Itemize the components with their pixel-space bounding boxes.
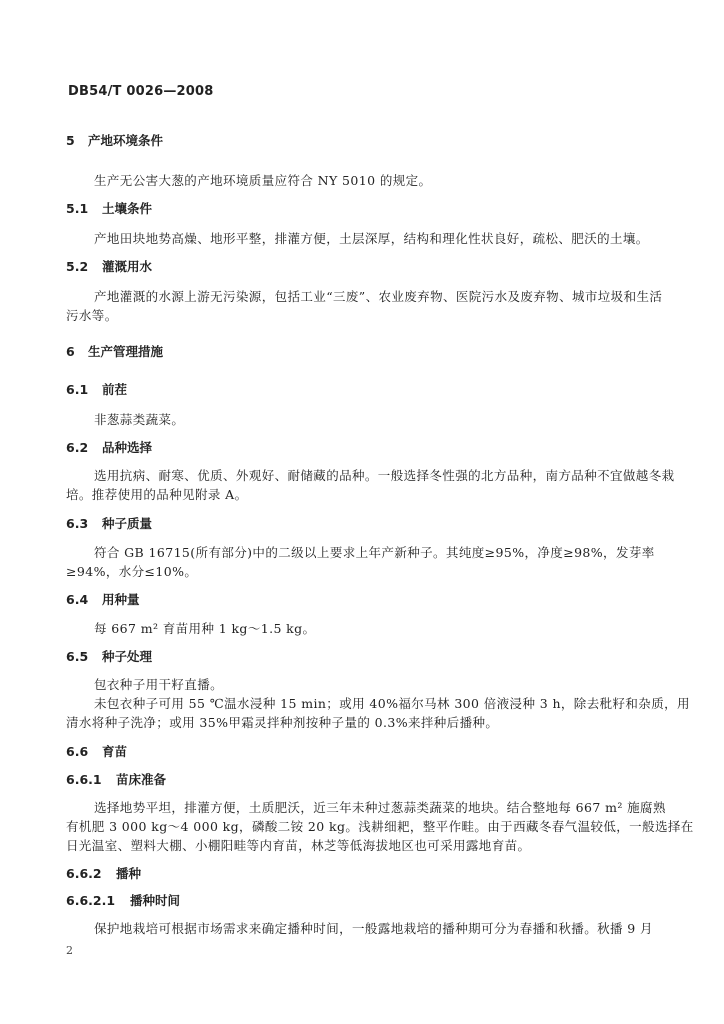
page-number: 2: [66, 944, 73, 957]
paragraph-line: 符合 GB 16715(所有部分)中的二级以上要求上年产新种子。其纯度≥95%，净度≥98%，发芽率: [94, 545, 655, 560]
section-title: 种子处理: [102, 649, 153, 664]
paragraph-line: 选用抗病、耐寒、优质、外观好、耐储藏的品种。一般选择冬性强的北方品种，南方品种不宜做越冬栽: [94, 468, 675, 483]
paragraph: 生产无公害大葱的产地环境质量应符合 NY 5010 的规定。: [94, 173, 432, 188]
heading-6-4: [66, 590, 140, 608]
paragraph-line: 包衣种子用干籽直播。: [94, 677, 224, 692]
heading-6-1: [66, 380, 127, 398]
section-title: 苗床准备: [116, 772, 167, 787]
paragraph: 每 667 m² 育苗用种 1 kg～1.5 kg。: [94, 621, 316, 636]
heading-6-6-2: [66, 864, 141, 882]
section-title: 土壤条件: [102, 201, 153, 216]
paragraph-line: 有机肥 3 000 kg～4 000 kg，磷酸二铵 20 kg。浅耕细耙，整平作畦。由于西藏冬春气温较低，一般选择在: [66, 819, 694, 834]
section-title: 品种选择: [102, 440, 153, 455]
paragraph: 产地田块地势高燥、地形平整，排灌方便，土层深厚，结构和理化性状良好，疏松、肥沃的土壤。: [94, 231, 649, 246]
paragraph-line: 培。推荐使用的品种见附录 A。: [66, 487, 248, 502]
heading-6-2: [66, 438, 152, 456]
heading-6-6: [66, 742, 127, 760]
heading-5-1: [66, 199, 152, 217]
paragraph-line: ≥94%，水分≤10%。: [66, 564, 198, 579]
section-number: 6.6: [66, 744, 89, 759]
section-title: 生产管理措施: [88, 344, 164, 359]
paragraph: 非葱蒜类蔬菜。: [94, 412, 185, 427]
section-title: 种子质量: [102, 516, 153, 531]
paragraph-line: 未包衣种子可用 55 ℃温水浸种 15 min；或用 40%福尔马林 300 倍液浸种 3 h，除去秕籽和杂质，用: [94, 696, 690, 711]
section-title: 播种时间: [130, 893, 181, 908]
paragraph-line: 污水等。: [66, 308, 118, 323]
paragraph-line: 选择地势平坦，排灌方便，土质肥沃，近三年未种过葱蒜类蔬菜的地块。结合整地每 667 m² 施腐熟: [94, 800, 666, 815]
section-number: 5: [66, 133, 75, 148]
section-number: 6.3: [66, 516, 89, 531]
heading-5-2: [66, 257, 152, 275]
section-number: 6.2: [66, 440, 89, 455]
section-title: 育苗: [102, 744, 128, 759]
heading-6-6-1: [66, 770, 166, 788]
section-title: 前茬: [102, 382, 128, 397]
section-title: 用种量: [102, 592, 140, 607]
section-number: 6.5: [66, 649, 89, 664]
section-number: 6.6.1: [66, 772, 102, 787]
section-number: 6.6.2: [66, 866, 102, 881]
paragraph-line: 产地灌溉的水源上游无污染源，包括工业“三废”、农业废弃物、医院污水及废弃物、城市垃圾和生活: [94, 289, 663, 304]
paragraph-line: 日光温室、塑料大棚、小棚阳畦等内育苗，林芝等低海拔地区也可采用露地育苗。: [66, 838, 531, 853]
section-title: 灌溉用水: [102, 259, 153, 274]
section-number: 5.2: [66, 259, 89, 274]
section-number: 6.6.2.1: [66, 893, 116, 908]
paragraph-line: 清水将种子洗净；或用 35%甲霜灵拌种剂按种子量的 0.3%来拌种后播种。: [66, 715, 499, 730]
section-title: 播种: [116, 866, 142, 881]
heading-6: [66, 342, 163, 360]
heading-6-6-2-1: [66, 891, 180, 909]
section-number: 5.1: [66, 201, 89, 216]
section-number: 6: [66, 344, 75, 359]
heading-5: [66, 131, 163, 149]
standard-code-header: DB54/T 0026—2008: [68, 84, 214, 99]
section-number: 6.4: [66, 592, 89, 607]
heading-6-3: [66, 514, 152, 532]
heading-6-5: [66, 647, 152, 665]
section-number: 6.1: [66, 382, 89, 397]
paragraph-line: 保护地栽培可根据市场需求来确定播种时间，一般露地栽培的播种期可分为春播和秋播。秋播 9 月: [94, 921, 653, 936]
section-title: 产地环境条件: [88, 133, 164, 148]
